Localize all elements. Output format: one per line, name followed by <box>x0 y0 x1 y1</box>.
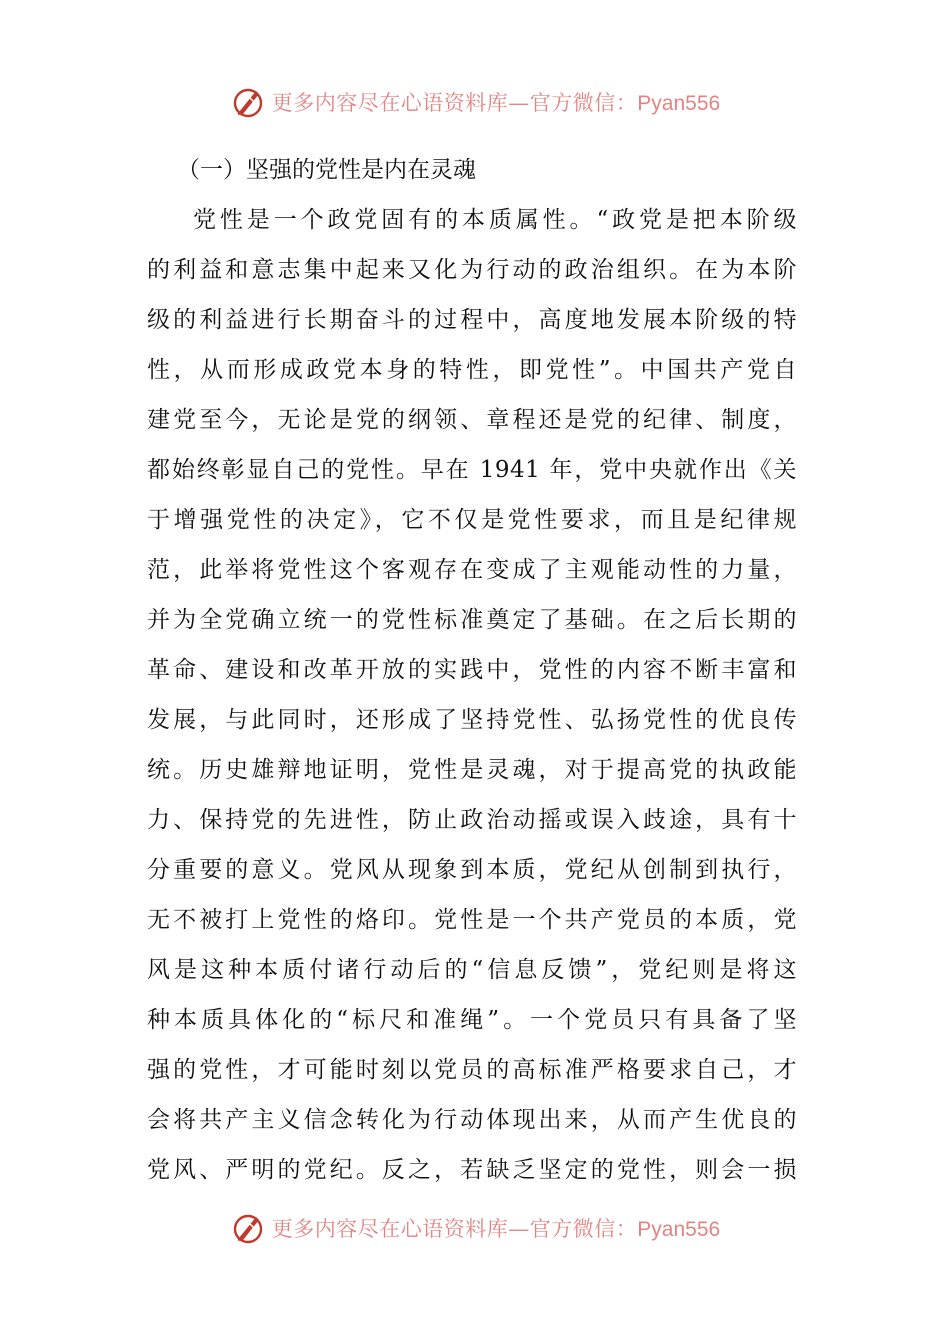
text-line: 风是这种本质付诸行动后的“信息反馈”，党纪则是将这 <box>147 957 797 983</box>
text-line: 无不被打上党性的烙印。党性是一个共产党员的本质，党 <box>147 907 797 933</box>
watermark-text: 更多内容尽在心语资料库—官方微信：Pyan556 <box>271 91 721 115</box>
text-line: 级的利益进行长期奋斗的过程中，高度地发展本阶级的特 <box>147 307 797 333</box>
text-line: 发展，与此同时，还形成了坚持党性、弘扬党性的优良传 <box>147 707 797 733</box>
paragraph <box>147 195 797 1195</box>
text-line: 都始终彰显自己的党性。早在 1941 年，党中央就作出《关 <box>147 457 797 483</box>
text-line: 并为全党确立统一的党性标准奠定了基础。在之后长期的 <box>147 607 797 633</box>
text-line: 统。历史雄辩地证明，党性是灵魂，对于提高党的执政能 <box>147 757 797 783</box>
watermark-text: 更多内容尽在心语资料库—官方微信：Pyan556 <box>271 1217 721 1241</box>
text-line: 种本质具体化的“标尺和准绳”。一个党员只有具备了坚 <box>147 1007 797 1033</box>
text-line: 会将共产主义信念转化为行动体现出来，从而产生优良的 <box>147 1107 797 1133</box>
text-line: 建党至今，无论是党的纲领、章程还是党的纪律、制度， <box>147 407 797 433</box>
text-line: 党性是一个政党固有的本质属性。“政党是把本阶级 <box>193 207 797 233</box>
text-line: 强的党性，才可能时刻以党员的高标准严格要求自己，才 <box>147 1057 797 1083</box>
document-body <box>147 145 797 1195</box>
text-line: 力、保持党的先进性，防止政治动摇或误入歧途，具有十 <box>147 807 797 833</box>
quill-pen-logo-icon <box>230 1210 266 1246</box>
quill-pen-logo-icon <box>230 84 266 120</box>
section-heading: （一）坚强的党性是内在灵魂 <box>177 157 476 183</box>
text-line: 于增强党性的决定》，它不仅是党性要求，而且是纪律规 <box>147 507 797 533</box>
text-line: 性，从而形成政党本身的特性，即党性”。中国共产党自 <box>147 357 797 383</box>
header-watermark <box>0 82 950 122</box>
text-line: 范，此举将党性这个客观存在变成了主观能动性的力量， <box>147 557 797 583</box>
footer-watermark <box>0 1208 950 1248</box>
text-line: 分重要的意义。党风从现象到本质，党纪从创制到执行， <box>147 857 797 883</box>
text-line: 党风、严明的党纪。反之，若缺乏坚定的党性，则会一损 <box>147 1157 797 1183</box>
text-line: 革命、建设和改革开放的实践中，党性的内容不断丰富和 <box>147 657 797 683</box>
text-line: 的利益和意志集中起来又化为行动的政治组织。在为本阶 <box>147 257 797 283</box>
